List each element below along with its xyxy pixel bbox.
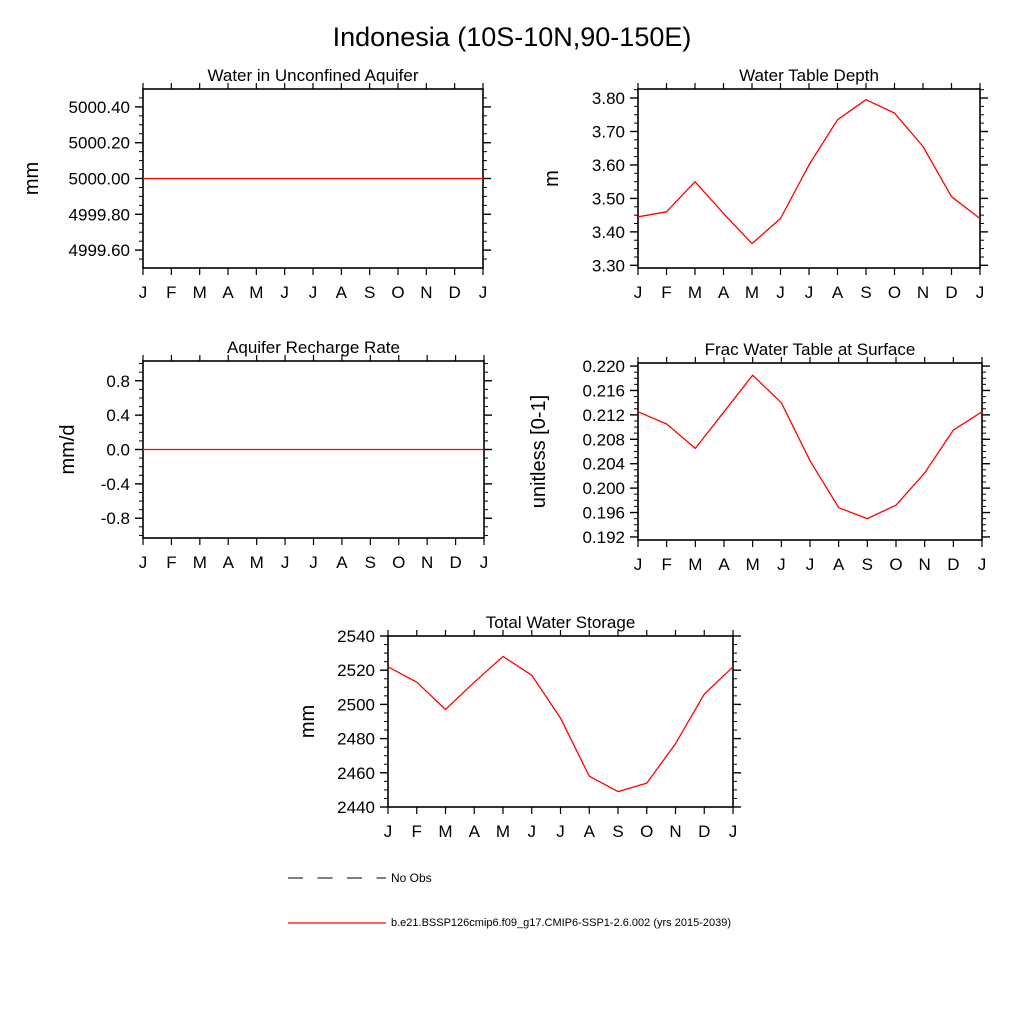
- x-tick-label: N: [918, 555, 931, 574]
- chart-panel-1: [541, 66, 988, 302]
- x-tick-label: J: [804, 283, 814, 302]
- y-tick-label: -0.8: [100, 509, 130, 529]
- plot-frame: [638, 363, 982, 540]
- x-tick-label: J: [776, 283, 785, 302]
- x-tick-label: A: [222, 553, 234, 572]
- x-tick-label: J: [383, 822, 393, 841]
- x-tick-label: O: [887, 283, 902, 302]
- page-title: Indonesia (10S-10N,90-150E): [332, 22, 692, 52]
- x-tick-label: D: [698, 822, 711, 841]
- x-tick-label: D: [449, 553, 462, 572]
- x-tick-label: J: [633, 555, 643, 574]
- y-tick-label: 2480: [337, 729, 375, 749]
- x-tick-label: J: [479, 553, 489, 572]
- x-tick-label: S: [612, 822, 624, 841]
- y-tick-label: 3.40: [591, 222, 625, 242]
- y-tick-label: 2540: [337, 627, 375, 646]
- chart-title: Water in Unconfined Aquifer: [207, 66, 419, 85]
- y-tick-label: 4999.60: [68, 241, 130, 261]
- y-tick-label: 0.192: [582, 527, 625, 547]
- chart-panel-2: [57, 338, 492, 572]
- y-tick-label: 2440: [337, 798, 375, 817]
- x-tick-label: F: [166, 283, 177, 302]
- y-tick-label: 5000.20: [68, 133, 130, 153]
- series-line-sample: [287, 918, 387, 928]
- y-tick-label: 2460: [337, 763, 375, 783]
- legend-item-no-obs: [287, 871, 432, 885]
- y-tick-label: 0.196: [582, 503, 625, 523]
- y-tick-label: 0.216: [582, 381, 625, 401]
- y-axis-label: unitless [0-1]: [528, 394, 550, 509]
- x-tick-label: A: [335, 283, 348, 302]
- x-tick-label: J: [728, 822, 738, 841]
- x-tick-label: M: [249, 283, 264, 302]
- y-tick-label: 3.70: [591, 122, 625, 142]
- x-tick-label: J: [805, 555, 815, 574]
- y-tick-label: 3.50: [591, 189, 625, 209]
- y-tick-label: 3.30: [591, 256, 625, 276]
- y-axis-label: mm: [21, 161, 43, 196]
- x-tick-label: O: [392, 553, 406, 572]
- x-tick-label: D: [448, 283, 461, 302]
- x-tick-label: D: [947, 555, 960, 574]
- chart-title: Frac Water Table at Surface: [704, 340, 916, 359]
- x-tick-label: J: [308, 283, 318, 302]
- x-tick-label: J: [556, 822, 565, 841]
- x-tick-label: N: [420, 283, 433, 302]
- chart-title: Water Table Depth: [739, 66, 879, 85]
- x-tick-label: J: [633, 283, 643, 302]
- legend-label-series: b.e21.BSSP126cmip6.f09_g17.CMIP6-SSP1-2.6.002 (yrs 2015-2039): [391, 917, 731, 929]
- x-tick-label: O: [889, 555, 903, 574]
- y-tick-label: 4999.80: [68, 205, 130, 225]
- legend-item-series: [287, 917, 731, 929]
- x-tick-label: J: [527, 822, 536, 841]
- chart-panel-0: [21, 66, 491, 302]
- x-tick-label: J: [138, 553, 148, 572]
- x-tick-label: A: [222, 283, 234, 302]
- x-tick-label: M: [744, 283, 760, 302]
- x-tick-label: M: [687, 283, 703, 302]
- x-tick-label: J: [777, 555, 786, 574]
- x-tick-label: S: [860, 283, 872, 302]
- x-tick-label: M: [495, 822, 511, 841]
- no-obs-line-sample: [287, 873, 387, 883]
- x-tick-label: J: [478, 283, 488, 302]
- x-tick-label: J: [309, 553, 318, 572]
- x-tick-label: N: [669, 822, 682, 841]
- y-tick-label: 5000.00: [68, 169, 130, 189]
- x-tick-label: S: [861, 555, 874, 574]
- x-tick-label: M: [745, 555, 760, 574]
- x-tick-label: F: [166, 553, 177, 572]
- x-tick-label: J: [280, 283, 289, 302]
- x-tick-label: A: [583, 822, 595, 841]
- y-tick-label: 0.204: [582, 454, 625, 474]
- x-tick-label: F: [661, 555, 672, 574]
- x-tick-label: F: [411, 822, 422, 841]
- chart-title: Aquifer Recharge Rate: [227, 338, 400, 357]
- x-tick-label: A: [336, 553, 348, 572]
- y-axis-label: mm: [297, 704, 319, 739]
- y-tick-label: -0.4: [100, 474, 130, 494]
- y-tick-label: 5000.40: [68, 97, 130, 117]
- x-tick-label: M: [192, 283, 207, 302]
- x-tick-label: S: [364, 553, 377, 572]
- x-tick-label: A: [831, 283, 844, 302]
- x-tick-label: A: [717, 283, 730, 302]
- y-tick-label: 3.60: [591, 155, 625, 175]
- y-tick-label: 0.0: [106, 440, 130, 460]
- x-tick-label: J: [280, 553, 290, 572]
- y-axis-label: m: [541, 170, 563, 187]
- x-tick-label: A: [468, 822, 480, 841]
- series-line: [638, 375, 982, 518]
- x-tick-label: J: [975, 283, 985, 302]
- y-tick-label: 0.220: [582, 357, 625, 377]
- plot-frame: [388, 636, 733, 807]
- x-tick-label: O: [391, 283, 405, 302]
- y-axis-label: mm/d: [57, 424, 79, 475]
- legend-label-no-obs: No Obs: [391, 871, 432, 885]
- x-tick-label: A: [718, 555, 730, 574]
- x-tick-label: M: [249, 553, 264, 572]
- x-tick-label: M: [438, 822, 453, 841]
- y-tick-label: 0.8: [106, 371, 130, 391]
- x-tick-label: S: [363, 283, 376, 302]
- x-tick-label: N: [916, 283, 930, 302]
- x-tick-label: J: [138, 283, 148, 302]
- chart-panel-3: [528, 340, 990, 574]
- y-tick-label: 0.212: [582, 405, 625, 425]
- x-tick-label: J: [977, 555, 987, 574]
- x-tick-label: F: [661, 283, 672, 302]
- y-tick-label: 3.80: [591, 89, 625, 109]
- y-tick-label: 2500: [337, 695, 375, 715]
- x-tick-label: D: [945, 283, 958, 302]
- y-tick-label: 0.200: [582, 479, 625, 499]
- chart-title: Total Water Storage: [485, 613, 636, 632]
- x-tick-label: M: [192, 553, 207, 572]
- y-tick-label: 2520: [337, 661, 375, 681]
- y-tick-label: 0.4: [106, 406, 130, 426]
- x-tick-label: N: [421, 553, 434, 572]
- series-line: [638, 100, 980, 244]
- x-tick-label: A: [832, 555, 845, 574]
- x-tick-label: O: [640, 822, 654, 841]
- y-tick-label: 0.208: [582, 430, 625, 450]
- chart-panel-4: [297, 613, 741, 841]
- series-line: [388, 657, 733, 792]
- x-tick-label: M: [688, 555, 703, 574]
- plot-frame: [638, 89, 980, 268]
